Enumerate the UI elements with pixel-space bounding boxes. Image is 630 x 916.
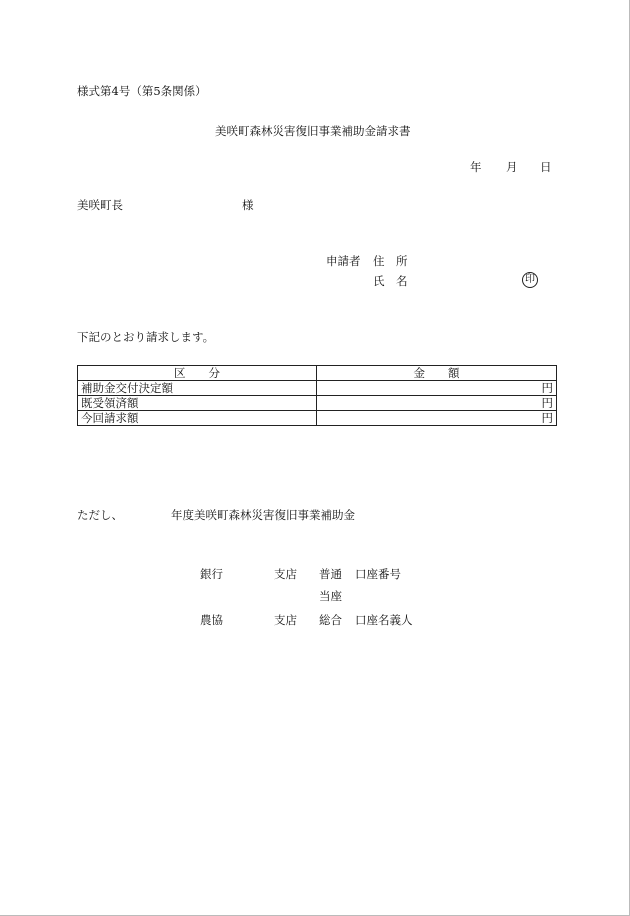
date-day: 日 [540,160,552,174]
account-type-current: 当座 [319,589,342,603]
claim-table [77,365,557,426]
row-amount-unit: 円 [317,411,557,426]
table-header-row [78,366,557,381]
table-row [78,396,557,411]
form-number: 様式第4号（第5条関係） [77,84,207,98]
applicant-label: 申請者 [326,254,361,268]
row-label: 補助金交付決定額 [78,381,317,396]
account-holder-label: 口座名義人 [355,613,413,627]
branch-label-1: 支店 [274,567,297,581]
row-amount-unit: 円 [317,381,557,396]
note-prefix: ただし、 [77,508,123,522]
row-label: 既受領済額 [78,396,317,411]
table-row [78,411,557,426]
addressee-honorific: 様 [242,198,254,212]
header-amount: 金 額 [317,366,557,381]
row-amount-unit: 円 [317,396,557,411]
table-row [78,381,557,396]
coop-label: 農協 [200,613,223,627]
seal-mark: 印 [522,272,538,288]
addressee-name: 美咲町長 [77,198,123,212]
note-text: 年度美咲町森林災害復旧事業補助金 [171,508,355,522]
header-category: 区 分 [78,366,317,381]
account-number-label: 口座番号 [355,567,401,581]
account-type-general: 総合 [319,613,342,627]
branch-label-2: 支店 [274,613,297,627]
row-label: 今回請求額 [78,411,317,426]
bank-label: 銀行 [200,567,223,581]
account-type-ordinary: 普通 [319,567,342,581]
address-label: 住 所 [373,254,408,268]
page-title: 美咲町森林災害復旧事業補助金請求書 [215,124,411,138]
date-month: 月 [506,160,518,174]
intro-text: 下記のとおり請求します。 [77,330,215,344]
date-year: 年 [470,160,482,174]
name-label: 氏 名 [373,274,408,288]
